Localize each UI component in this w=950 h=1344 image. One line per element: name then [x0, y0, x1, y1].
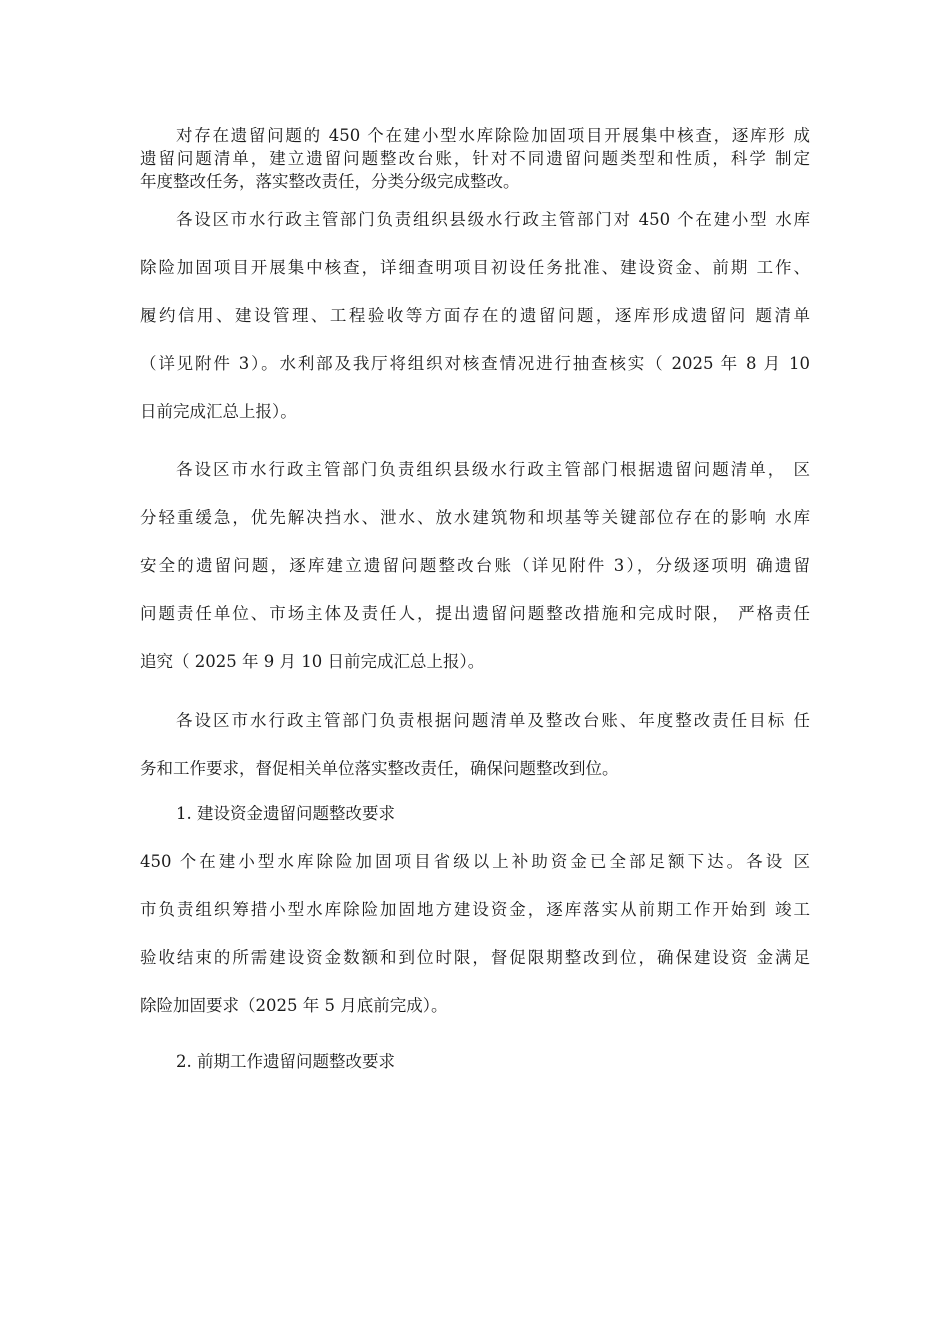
paragraph-5-line-3: 验收结束的所需建设资金数额和到位时限，督促限期整改到位，确保建设资 金满足 — [140, 948, 810, 967]
paragraph-3 — [140, 446, 810, 686]
paragraph-4-line-1: 各设区市水行政主管部门负责根据问题清单及整改台账、年度整改责任目标 任 — [176, 711, 810, 730]
paragraph-3-line-1: 各设区市水行政主管部门负责组织县级水行政主管部门根据遗留问题清单， 区 — [176, 460, 810, 479]
paragraph-5 — [140, 838, 810, 1030]
paragraph-2 — [140, 196, 810, 436]
paragraph-4 — [140, 697, 810, 793]
paragraph-3-line-5: 追究（ 2025 年 9 月 10 日前完成汇总上报）。 — [140, 652, 485, 671]
paragraph-2-line-2: 除险加固项目开展集中核查，详细查明项目初设任务批准、建设资金、前期 工作、 — [140, 258, 810, 277]
paragraph-3-line-3: 安全的遗留问题，逐库建立遗留问题整改台账（详见附件 3），分级逐项明 确遗留 — [140, 556, 810, 575]
paragraph-4-line-2: 务和工作要求，督促相关单位落实整改责任，确保问题整改到位。 — [140, 759, 619, 778]
paragraph-5-line-2: 市负责组织筹措小型水库除险加固地方建设资金，逐库落实从前期工作开始到 竣工 — [140, 900, 810, 919]
paragraph-2-line-3: 履约信用、建设管理、工程验收等方面存在的遗留问题，逐库形成遗留问 题清单 — [140, 306, 810, 325]
paragraph-2-line-1: 各设区市水行政主管部门负责组织县级水行政主管部门对 450 个在建小型 水库 — [176, 210, 810, 229]
paragraph-1-line-3: 年度整改任务，落实整改责任，分类分级完成整改。 — [140, 172, 520, 191]
section-heading-2: 2. 前期工作遗留问题整改要求 — [176, 1052, 395, 1071]
paragraph-2-line-4: （详见附件 3）。水利部及我厅将组织对核查情况进行抽查核实（ 2025 年 8 月 10 — [140, 354, 810, 373]
paragraph-3-line-4: 问题责任单位、市场主体及责任人，提出遗留问题整改措施和完成时限， 严格责任 — [140, 604, 810, 623]
paragraph-2-line-5: 日前完成汇总上报）。 — [140, 402, 297, 421]
paragraph-1 — [140, 124, 810, 193]
paragraph-5-line-1: 450 个在建小型水库除险加固项目省级以上补助资金已全部足额下达。各设 区 — [140, 852, 810, 871]
section-heading-1: 1. 建设资金遗留问题整改要求 — [176, 804, 395, 823]
paragraph-5-line-4: 除险加固要求（2025 年 5 月底前完成）。 — [140, 996, 448, 1015]
paragraph-1-line-2: 遗留问题清单，建立遗留问题整改台账，针对不同遗留问题类型和性质，科学 制定 — [140, 149, 810, 168]
paragraph-3-line-2: 分轻重缓急，优先解决挡水、泄水、放水建筑物和坝基等关键部位存在的影响 水库 — [140, 508, 810, 527]
paragraph-1-line-1: 对存在遗留问题的 450 个在建小型水库除险加固项目开展集中核查，逐库形 成 — [176, 126, 810, 145]
